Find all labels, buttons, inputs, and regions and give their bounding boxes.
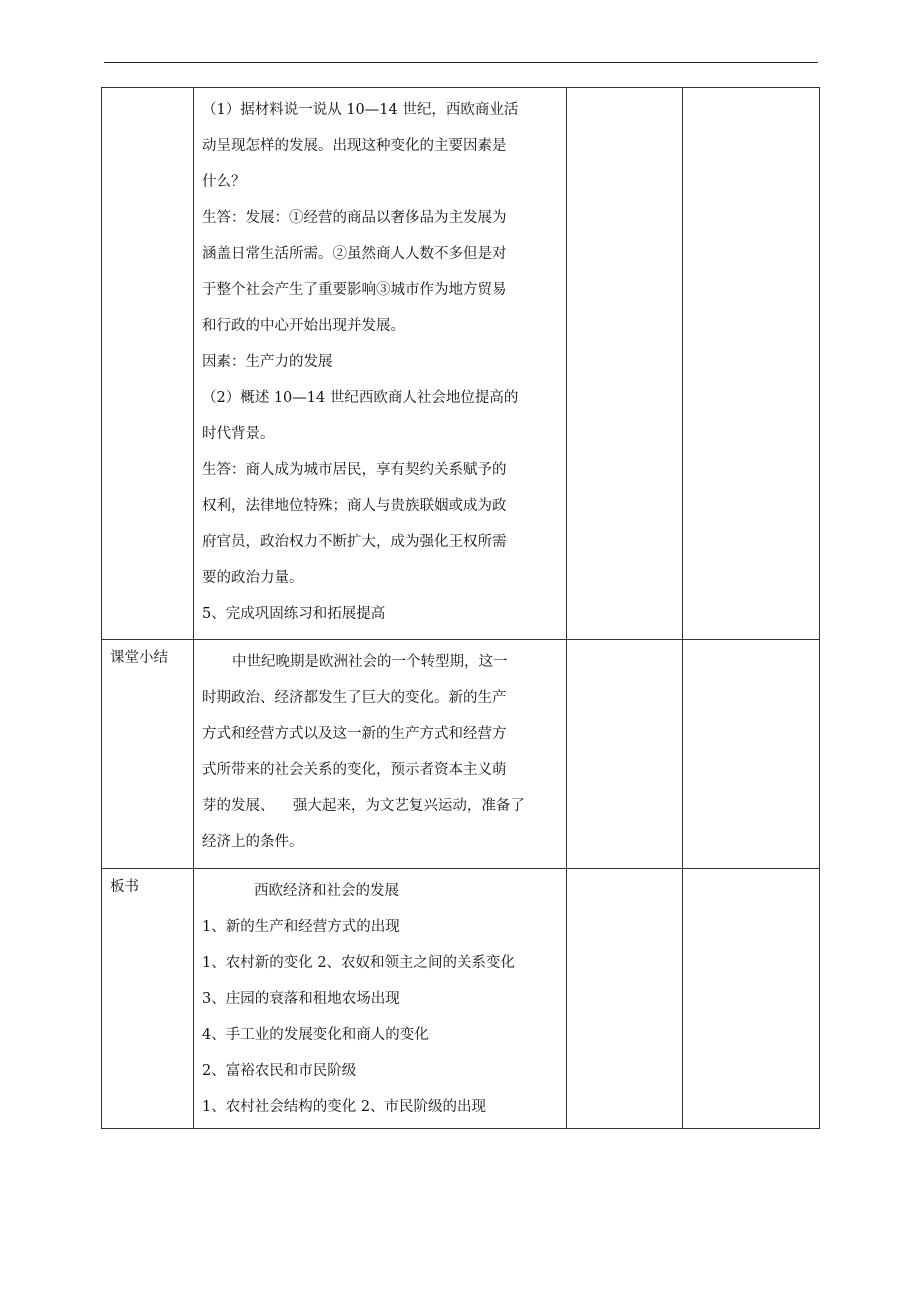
table-row-board <box>102 869 820 1129</box>
empty-cell <box>683 88 820 640</box>
text-line: 芽的发展、 强大起来，为文艺复兴运动，准备了 <box>202 798 525 814</box>
text-line: 生答：商人成为城市居民，享有契约关系赋予的 <box>202 462 507 478</box>
empty-cell <box>567 640 683 869</box>
text-line: 1、农村新的变化 2、农奴和领主之间的关系变化 <box>202 955 516 971</box>
text-line: 和行政的中心开始出现并发展。 <box>202 318 405 334</box>
text-line: 中世纪晚期是欧洲社会的一个转型期，这一 <box>232 654 508 670</box>
text-line: 时代背景。 <box>202 426 275 442</box>
text-line: 涵盖日常生活所需。②虽然商人人数不多但是对 <box>202 246 507 262</box>
text-line: 1、新的生产和经营方式的出现 <box>202 919 400 935</box>
lesson-plan-table <box>101 87 820 1129</box>
text-line: 3、庄园的衰落和租地农场出现 <box>202 991 400 1007</box>
text-line: 经济上的条件。 <box>202 834 304 850</box>
row-label-activity <box>102 88 194 640</box>
text-line: 因素：生产力的发展 <box>202 354 333 370</box>
text-line: 要的政治力量。 <box>202 570 304 586</box>
text-line: 时期政治、经济都发生了巨大的变化。新的生产 <box>202 690 507 706</box>
row-label-board: 板书 <box>102 869 194 1129</box>
text-line: 1、农村社会结构的变化 2、市民阶级的出现 <box>202 1099 487 1115</box>
text-line: 动呈现怎样的发展。出现这种变化的主要因素是 <box>202 138 507 154</box>
summary-content-cell <box>194 640 567 869</box>
text-line: （1）据材料说一说从 10—14 世纪，西欧商业活 <box>202 102 519 118</box>
empty-cell <box>567 869 683 1129</box>
board-title: 西欧经济和社会的发展 <box>254 883 399 899</box>
text-line: （2）概述 10—14 世纪西欧商人社会地位提高的 <box>202 390 519 406</box>
empty-cell <box>567 88 683 640</box>
text-line: 5、完成巩固练习和拓展提高 <box>202 606 386 622</box>
table-row-summary <box>102 640 820 869</box>
board-content-cell <box>194 869 567 1129</box>
header-rule <box>104 62 818 63</box>
text-line: 式所带来的社会关系的变化，预示者资本主义萌 <box>202 762 507 778</box>
text-line: 权利，法律地位特殊；商人与贵族联姻或成为政 <box>202 498 507 514</box>
table-row-activity <box>102 88 820 640</box>
text-line: 方式和经营方式以及这一新的生产方式和经营方 <box>202 726 507 742</box>
text-line: 4、手工业的发展变化和商人的变化 <box>202 1027 429 1043</box>
empty-cell <box>683 640 820 869</box>
row-label-summary: 课堂小结 <box>102 640 194 869</box>
text-line: 2、富裕农民和市民阶级 <box>202 1063 357 1079</box>
activity-content-cell <box>194 88 567 640</box>
text-line: 于整个社会产生了重要影响③城市作为地方贸易 <box>202 282 507 298</box>
text-line: 生答：发展：①经营的商品以奢侈品为主发展为 <box>202 210 507 226</box>
empty-cell <box>683 869 820 1129</box>
text-line: 什么？ <box>202 174 246 190</box>
text-line: 府官员，政治权力不断扩大，成为强化王权所需 <box>202 534 507 550</box>
